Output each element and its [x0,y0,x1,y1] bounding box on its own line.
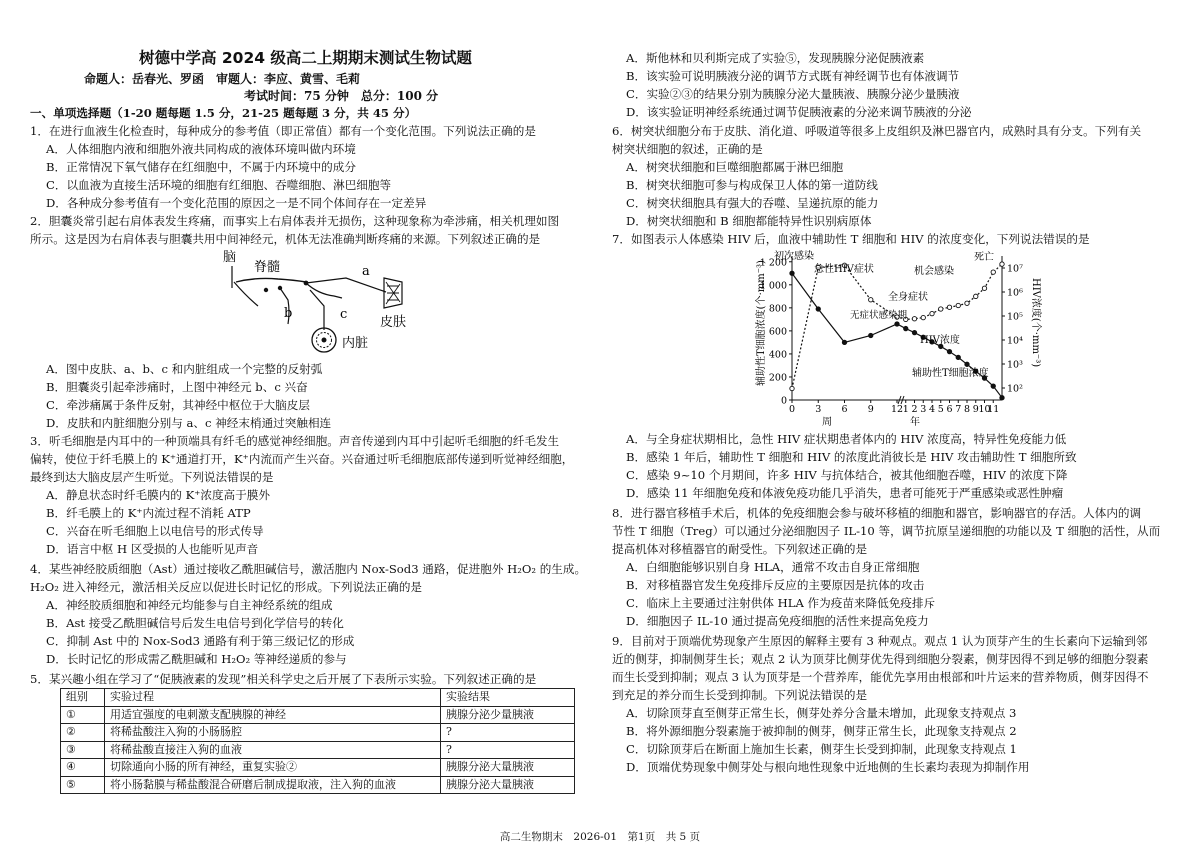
option-b: B．感染 1 年后，辅助性 T 细胞和 HIV 的浓度此消彼长是 HIV 攻击辅助性 T 细胞所致 [626,450,1077,464]
x-tick-label: 1 [902,404,909,415]
hiv-series-point [991,270,995,274]
t-cell-series-point [842,340,846,344]
table-cell: 胰腺分泌少量胰液 [441,706,575,724]
x-tick-label: 7 [955,404,962,415]
y-right-tick-label: 10³ [1007,359,1023,371]
question-stem: 2．胆囊炎常引起右肩体表发生疼痛，而事实上右肩体表并无损伤，这种现象称为牵涉痛，相关机理如图 [30,214,560,228]
option-b: B．胆囊炎引起牵涉痛时，上图中神经元 b、c 兴奋 [46,380,308,394]
option-b: B．将外源细胞分裂素施于被抑制的侧芽，侧芽正常生长，此现象支持观点 2 [626,724,1017,738]
option-c: C．感染 9~10 个月期间，许多 HIV 与抗体结合，被其他细胞吞噬，HIV 的浓度下降 [626,468,1068,482]
annotation-asymptomatic: 无症状感染期 [850,310,908,321]
y-right-tick-label: 10⁷ [1007,263,1023,275]
referred-pain-diagram [206,246,416,358]
annotation-hiv-concentration: HIV浓度 [920,335,960,346]
table-header-row [61,689,575,707]
option-a: A．图中皮肤、a、b、c 和内脏组成一个完整的反射弧 [46,362,323,376]
question-stem: 节性 T 细胞（Treg）可以通过分泌细胞因子 IL-10 等，调节抗原呈递细胞的功能以及 T 细胞的活性，从而 [612,524,1161,538]
option-c: C．切除顶芽后在断面上施加生长素，侧芽生长受到抑制，此现象支持观点 1 [626,742,1017,756]
option-d: D．顶端优势现象中侧芽处与根向地性现象中近地侧的生长素均表现为抑制作用 [626,760,1030,774]
option-a: A．树突状细胞和巨噬细胞都属于淋巴细胞 [626,160,844,174]
table-cell: 将稀盐酸直接注入狗的血液 [105,741,441,759]
option-c: C．牵涉痛属于条件反射，其神经中枢位于大脑皮层 [46,398,310,412]
y-left-tick-label: 0 [780,395,787,407]
table-row [61,741,575,759]
annotation-death: 死亡 [974,252,994,263]
question-stem: 5．某兴趣小组在学习了“促胰液素的发现”相关科学史之后开展了下表所示实验。下列叙述正确的是 [30,672,537,686]
annotation-opportunistic-infection: 机会感染 [914,266,954,277]
annotation-initial-infection: 初次感染 [774,251,814,262]
option-c: C．抑制 Ast 中的 Nox-Sod3 通路有利于第三级记忆的形成 [46,634,355,648]
table-cell: ② [61,724,105,742]
option-c: C．临床上主要通过注射供体 HLA 作为疫苗来降低免疫排斥 [626,596,936,610]
t-cell-series-point [912,330,916,334]
option-d: D．细胞因子 IL-10 通过提高免疫细胞的活性来提高免疫力 [626,614,929,628]
y-left-tick-label: 200 [768,372,787,384]
hiv-series-point [912,317,916,321]
annotation-t-cell-concentration: 辅助性T细胞浓度 [912,368,989,379]
table-row [61,706,575,724]
table-cell: ① [61,706,105,724]
option-d: D．各种成分参考值有一个变化范围的原因之一是不同个体间存在一定差异 [46,196,427,210]
hiv-series-point [930,311,934,315]
table-cell: 用适宜强度的电刺激支配胰腺的神经 [105,706,441,724]
hiv-series-point [790,386,794,390]
hiv-series-point [1000,262,1004,266]
option-a: A．神经胶质细胞和神经元均能参与自主神经系统的组成 [46,598,333,612]
t-cell-series-point [790,271,794,275]
option-a: A．切除顶芽直至侧芽正常生长，侧芽处养分含量未增加，此现象支持观点 3 [626,706,1017,720]
t-cell-series-point [895,322,899,326]
question-stem: 而生长受到抑制；观点 3 认为顶芽是一个营养库，能优先享用由根部和叶片运来的营养物质，侧芽因得不 [612,670,1149,684]
table-header-cell: 组别 [61,689,105,707]
question-stem: 最终到达大脑皮层产生听觉。下列说法错误的是 [30,470,274,484]
fig-spinal-label: 脊髓 [254,260,281,275]
t-cell-series-point [991,384,995,388]
table-cell: 将小肠黏膜与稀盐酸混合研磨后制成提取液，注入狗的血液 [105,776,441,794]
x-tick-label: 3 [920,404,927,415]
question-stem: 6．树突状细胞分布于皮肤、消化道、呼吸道等很多上皮组织及淋巴器官内，成熟时具有分支。下列有关 [612,124,1142,138]
x-tick-label: 12 [890,404,904,415]
y-right-axis-label: HIV浓度(个·mm⁻³) [1030,278,1041,368]
hiv-series-point [869,298,873,302]
x-tick-label: 9 [867,404,874,415]
t-cell-series-point [1000,395,1004,399]
hiv-series-point [982,286,986,290]
option-b: B．对移植器官发生免疫排斥反应的主要原因是抗体的攻击 [626,578,925,592]
hiv-series-point [947,305,951,309]
y-left-tick-label: 800 [768,303,787,315]
x-tick-label: 10 [978,404,991,415]
t-cell-series-point [956,355,960,359]
option-d: D．语言中枢 H 区受损的人也能听见声音 [46,542,259,556]
table-cell: ? [441,724,575,742]
question-stem: 7．如图表示人体感染 HIV 后，血液中辅助性 T 细胞和 HIV 的浓度变化，下列说法错误的是 [612,232,1090,246]
option-a: A．与全身症状期相比，急性 HIV 症状期患者体内的 HIV 浓度高，特异性免疫能力低 [626,432,1067,446]
fig-viscera-label: 内脏 [342,336,369,351]
option-c: C．以血液为直接生活环境的细胞有红细胞、吞噬细胞、淋巴细胞等 [46,178,392,192]
y-left-axis-label: 辅助性T细胞浓度(个·mm⁻³) [756,260,767,386]
hiv-series-point [974,294,978,298]
option-d: D．树突状细胞和 B 细胞都能特异性识别病原体 [626,214,872,228]
x-tick-label: 6 [841,404,848,415]
question-stem: H₂O₂ 进入神经元，激活相关反应以促进长时记忆的形成。下列说法正确的是 [30,580,423,594]
exam-authors: 命题人：岳春光、罗函 审题人：李应、黄雪、毛莉 [84,72,361,86]
skin-receptor-icon [384,278,402,308]
option-a: A．人体细胞内液和细胞外液共同构成的液体环境叫做内环境 [46,142,356,156]
exam-title: 树德中学高 2024 级高二上期期末测试生物试题 [139,49,472,67]
option-b: B．正常情况下氧气储存在红细胞中，不属于内环境中的成分 [46,160,356,174]
question-stem: 8．进行器官移植手术后，机体的免疫细胞会参与破坏移植的细胞和器官，影响器官的存活。人体内的调 [612,506,1142,520]
fig-c-label: c [340,307,348,322]
question-stem: 所示。这是因为右肩体表与胆囊共用中间神经元，机体无法准确判断疼痛的来源。下列叙述正确的是 [30,232,541,246]
table-cell: 胰腺分泌大量胰液 [441,759,575,777]
option-b: B．Ast 接受乙酰胆碱信号后发生电信号到化学信号的转化 [46,616,344,630]
option-a: A．斯他林和贝利斯完成了实验⑤，发现胰腺分泌促胰液素 [626,51,925,65]
fig-b-label: b [284,306,293,321]
option-c: C．实验②③的结果分别为胰腺分泌大量胰液、胰腺分泌少量胰液 [626,87,960,101]
option-d: D．感染 11 年细胞免疫和体液免疫功能几乎消失，患者可能死于严重感染或恶性肿瘤 [626,486,1064,500]
option-d: D．皮肤和内脏细胞分别与 a、c 神经末梢通过突触相连 [46,416,332,430]
question-stem: 树突状细胞的叙述，正确的是 [612,142,763,156]
page-footer: 高二生物期末 2026-01 第1页 共 5 页 [499,831,701,843]
hiv-series-point [921,315,925,319]
x-tick-label: 3 [815,404,822,415]
y-right-tick-label: 10⁴ [1007,335,1023,347]
option-b: B．该实验可说明胰液分泌的调节方式既有神经调节也有体液调节 [626,69,960,83]
table-header-cell: 实验过程 [105,689,441,707]
y-left-tick-label: 1 200 [759,257,787,269]
y-left-tick-label: 1 000 [759,280,787,292]
experiment-table [60,688,575,794]
table-cell: ④ [61,759,105,777]
x-tick-label: 8 [963,404,971,415]
option-d: D．该实验证明神经系统通过调节促胰液素的分泌来调节胰液的分泌 [626,105,972,119]
fig-a-label: a [362,264,370,279]
question-stem: 近的侧芽，抑制侧芽生长；观点 2 认为顶芽比侧芽优先得到细胞分裂素，侧芽因得不到足够的细胞分裂素 [612,652,1149,666]
question-stem: 偏转，使位于纤毛膜上的 K⁺通道打开，K⁺内流而产生兴奋。兴奋通过听毛细胞底部传递到听觉神经细胞， [30,452,574,466]
table-cell: 胰腺分泌大量胰液 [441,776,575,794]
option-a: A．静息状态时纤毛膜内的 K⁺浓度高于膜外 [46,488,270,502]
table-cell: ⑤ [61,776,105,794]
question-stem: 提高机体对移植器官的耐受性。下列叙述正确的是 [612,542,868,556]
table-cell: ? [441,741,575,759]
x-tick-label: 5 [937,404,944,415]
question-stem: 9．目前对于顶端优势现象产生原因的解释主要有 3 种观点。观点 1 认为顶芽产生的生长素向下运输到邻 [612,634,1148,648]
option-c: C．树突状细胞具有强大的吞噬、呈递抗原的能力 [626,196,879,210]
section-heading: 一、单项选择题（1-20 题每题 1.5 分，21-25 题每题 3 分，共 45 分） [30,106,417,120]
table-cell: ③ [61,741,105,759]
x-tick-label: 2 [911,404,918,415]
question-stem: 1．在进行血液生化检查时，每种成分的参考值（即正常值）都有一个变化范围。下列说法正确的是 [30,124,536,138]
option-b: B．树突状细胞可参与构成保卫人体的第一道防线 [626,178,878,192]
question-stem: 3．听毛细胞是内耳中的一种顶端具有纤毛的感觉神经细胞。声音传递到内耳中引起听毛细胞的纤毛发生 [30,434,560,448]
annotation-systemic-symptoms: 全身症状 [888,292,928,303]
hiv-chart [752,248,1042,428]
table-row [61,759,575,777]
table-row [61,724,575,742]
x-tick-label: 9 [972,404,979,415]
table-cell: 将稀盐酸注入狗的小肠肠腔 [105,724,441,742]
option-d: D．长时记忆的形成需乙酰胆碱和 H₂O₂ 等神经递质的参与 [46,652,347,666]
y-right-tick-label: 10⁵ [1007,311,1023,323]
x-tick-label: 6 [946,404,953,415]
question-stem: 到充足的养分而生长受到抑制。下列说法错误的是 [612,688,868,702]
hiv-series-point [939,307,943,311]
hiv-series-point [956,303,960,307]
x-tick-label: 11 [987,404,1000,415]
t-cell-series-point [965,362,969,366]
option-c: C．兴奋在听毛细胞上以电信号的形式传导 [46,524,264,538]
option-a: A．白细胞能够识别自身 HLA，通常不攻击自身正常细胞 [626,560,920,574]
y-left-tick-label: 600 [768,326,787,338]
question-stem: 4．某些神经胶质细胞（Ast）通过接收乙酰胆碱信号，激活胞内 Nox-Sod3 通路，促进胞外 H₂O₂ 的生成。 [30,562,587,576]
option-b: B．纤毛膜上的 K⁺内流过程不消耗 ATP [46,506,251,520]
hiv-series-point [965,301,969,305]
viscera-icon [312,328,336,352]
exam-info: 考试时间：75 分钟 总分：100 分 [244,89,439,103]
t-cell-series-point [947,349,951,353]
x-tick-label: 0 [788,404,796,415]
table-cell: 切除通向小肠的所有神经，重复实验② [105,759,441,777]
annotation-acute-symptoms: 急性HIV症状 [814,264,874,275]
y-left-tick-label: 400 [768,349,787,361]
t-cell-series-point [816,307,820,311]
table-header-cell: 实验结果 [441,689,575,707]
x-axis-year-label: 年 [910,417,920,428]
y-right-tick-label: 10² [1007,383,1023,395]
x-axis-week-label: 周 [822,417,832,428]
x-tick-label: 4 [928,404,936,415]
table-row [61,776,575,794]
t-cell-series-point [869,333,873,337]
fig-brain-label: 脑 [223,250,237,265]
fig-skin-label: 皮肤 [380,315,407,330]
y-right-tick-label: 10⁶ [1007,287,1023,299]
t-cell-series-point [904,326,908,330]
